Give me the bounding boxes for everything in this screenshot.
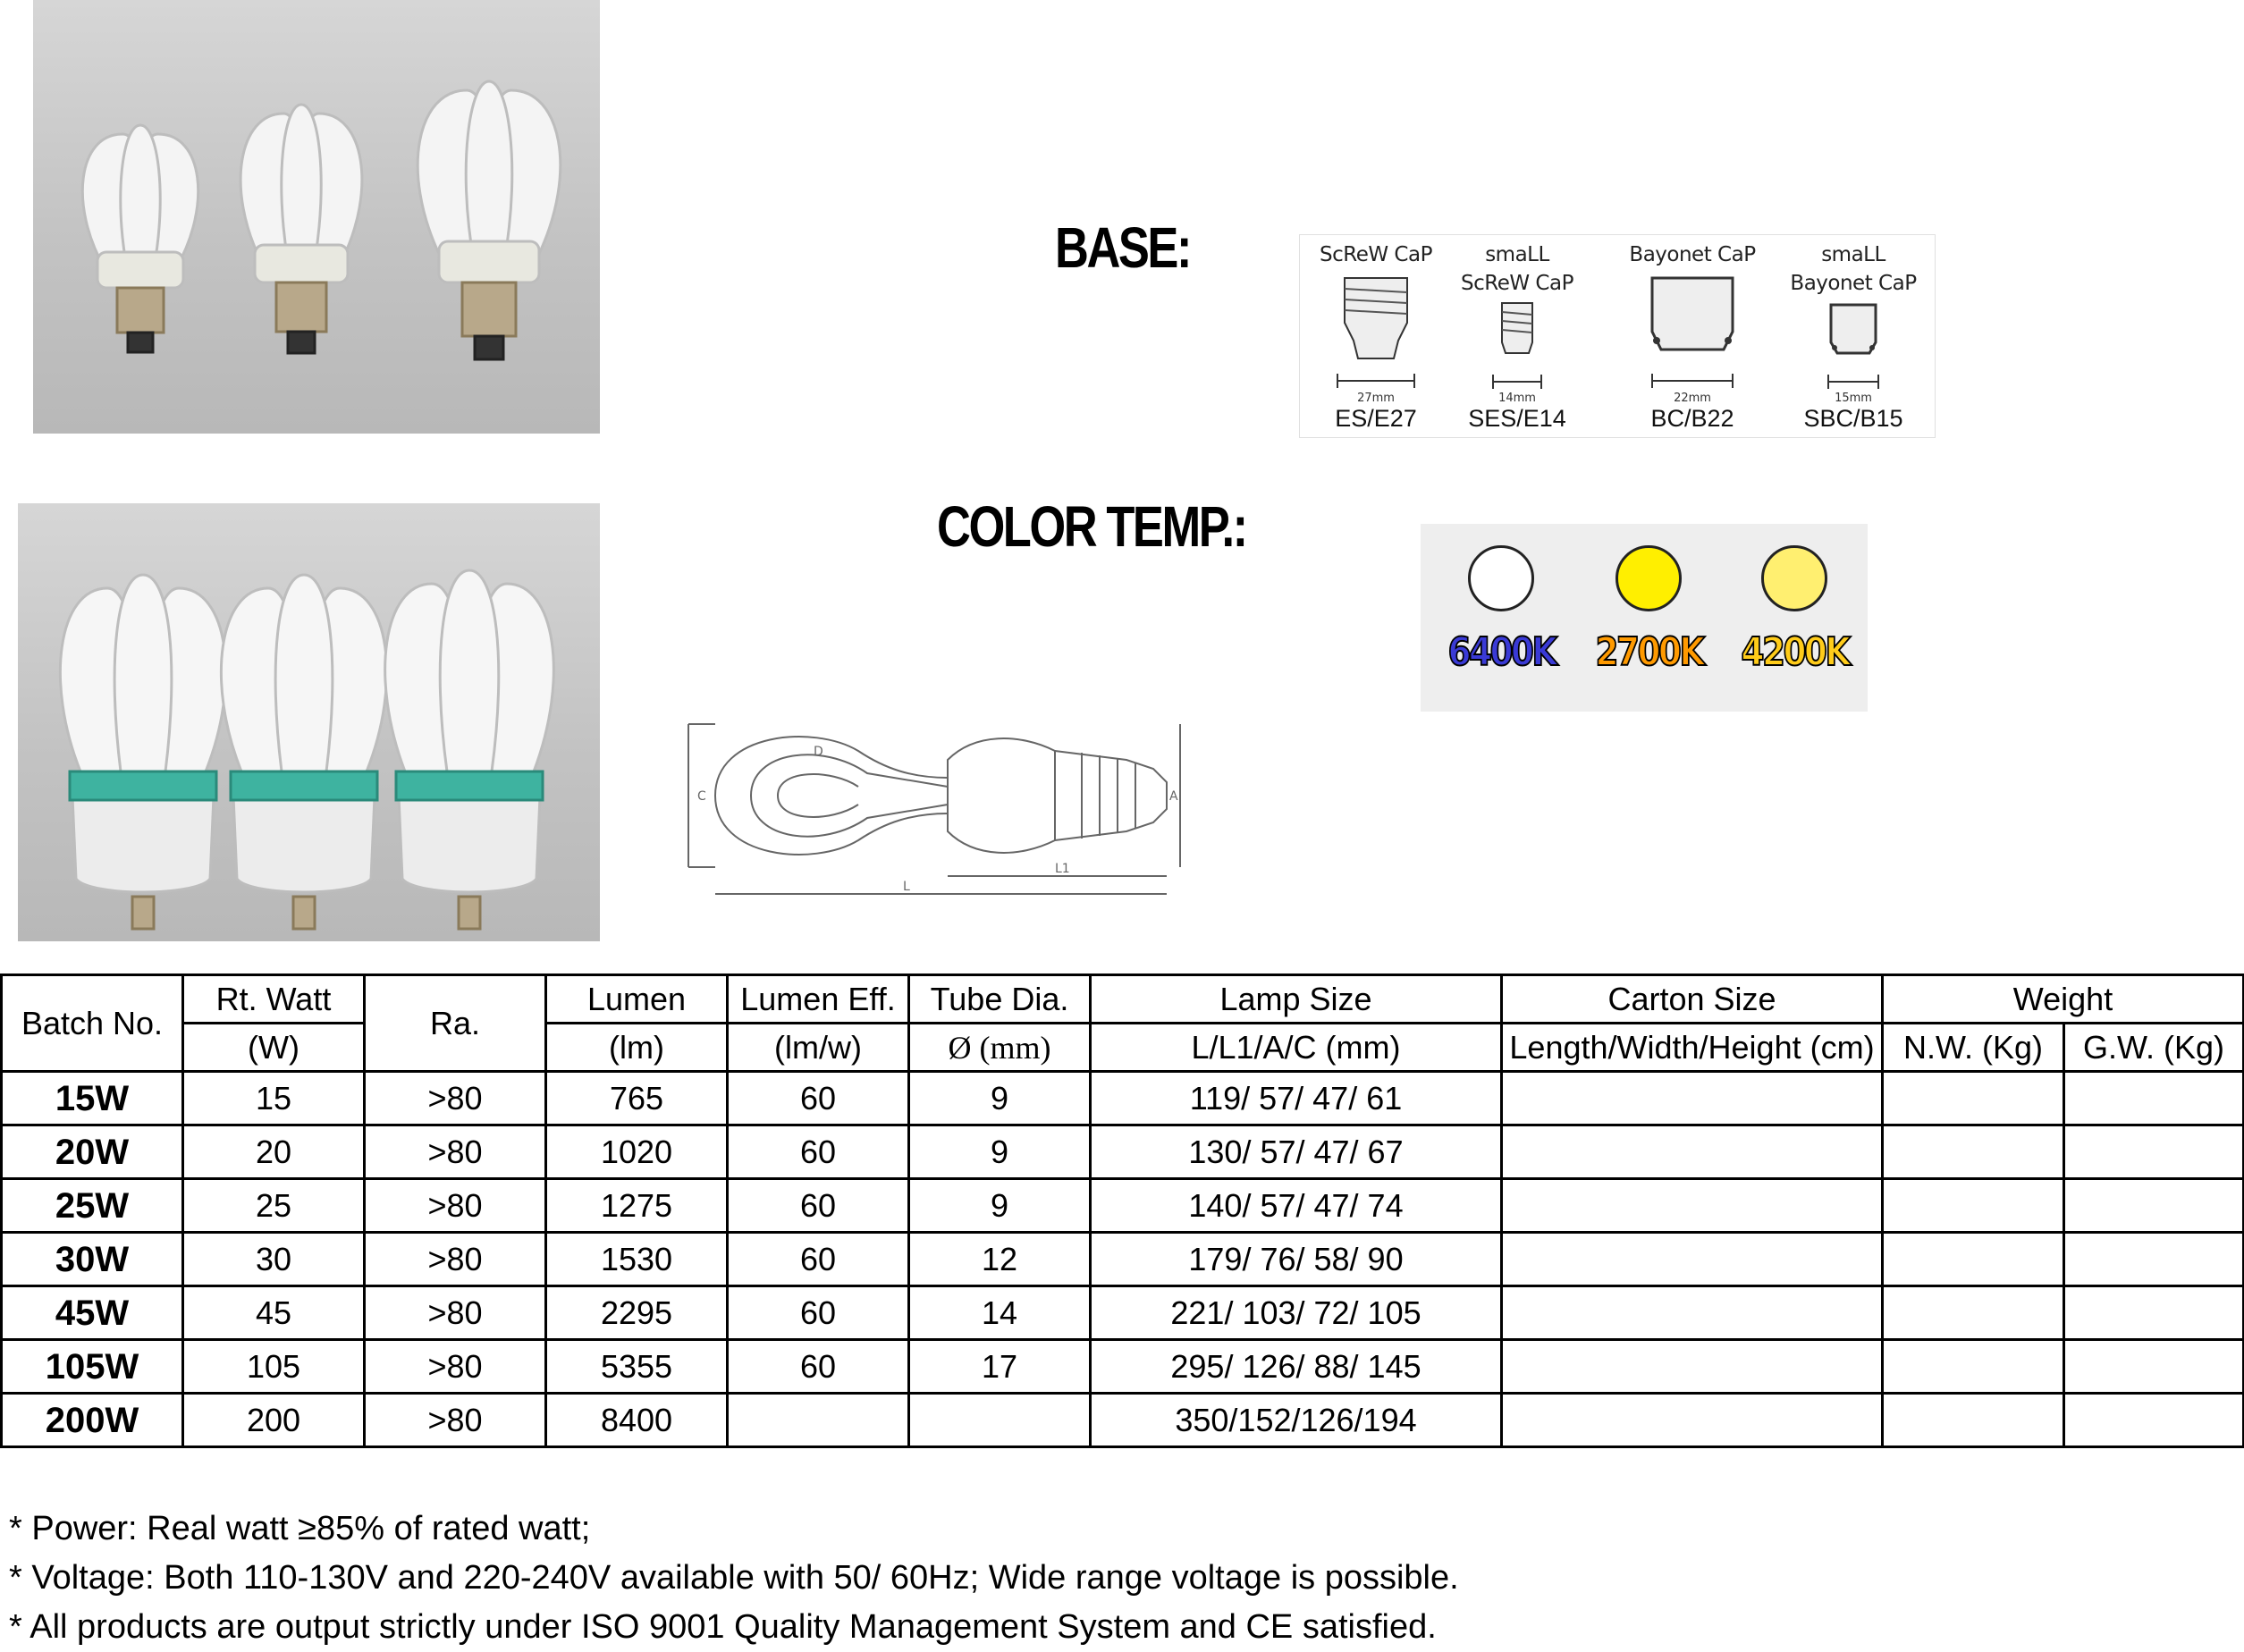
cell-eff: 60: [728, 1286, 909, 1340]
table-row: [2, 1340, 2244, 1394]
cell-batch: 25W: [2, 1179, 183, 1233]
cap-label-2: Bayonet CaP: [1790, 272, 1917, 295]
cell-carton: [1502, 1179, 1883, 1233]
cell-ra: >80: [365, 1125, 546, 1179]
cell-gw: [2064, 1340, 2244, 1394]
cell-ra: >80: [365, 1233, 546, 1286]
cell-lumen: 2295: [546, 1286, 728, 1340]
header-lumen-eff: Lumen Eff.: [728, 975, 909, 1024]
cell-lumen: 8400: [546, 1394, 728, 1447]
header-rt-watt: Rt. Watt: [183, 975, 365, 1024]
cap-sbc-b15: [1777, 240, 1929, 403]
cap-dimension: 27mm: [1357, 392, 1395, 403]
cap-label-2: ScReW CaP: [1461, 272, 1573, 295]
cell-nw: [1883, 1233, 2064, 1286]
cell-eff: 60: [728, 1179, 909, 1233]
cell-nw: [1883, 1394, 2064, 1447]
header-tube-dia: Tube Dia.: [909, 975, 1091, 1024]
cell-watt: 15: [183, 1072, 365, 1125]
cell-watt: 30: [183, 1233, 365, 1286]
cell-ra: >80: [365, 1394, 546, 1447]
header-lumen: Lumen: [546, 975, 728, 1024]
cell-eff: 60: [728, 1125, 909, 1179]
cell-lumen: 1275: [546, 1179, 728, 1233]
cap-dimension: 14mm: [1498, 392, 1536, 403]
cell-batch: 30W: [2, 1233, 183, 1286]
table-row: [2, 1125, 2244, 1179]
cell-batch: 20W: [2, 1125, 183, 1179]
cell-carton: [1502, 1072, 1883, 1125]
cell-carton: [1502, 1286, 1883, 1340]
cap-ses-e14: [1441, 240, 1593, 403]
cell-watt: 200: [183, 1394, 365, 1447]
color-swatch: [1468, 545, 1534, 611]
color-temp-2700k: [1586, 545, 1711, 675]
header-batch-no: Batch No.: [2, 975, 183, 1072]
cell-nw: [1883, 1072, 2064, 1125]
large-lotus-bulb-illustration: [18, 503, 600, 941]
cap-code: ES/E27: [1335, 405, 1417, 432]
cell-nw: [1883, 1179, 2064, 1233]
svg-text:D: D: [814, 745, 823, 759]
cell-gw: [2064, 1286, 2244, 1340]
cell-nw: [1883, 1125, 2064, 1179]
subheader-lumen-eff-unit: (lm/w): [728, 1024, 909, 1072]
svg-text:L1: L1: [1055, 862, 1070, 876]
cell-carton: [1502, 1125, 1883, 1179]
cell-ra: >80: [365, 1072, 546, 1125]
cell-batch: 45W: [2, 1286, 183, 1340]
screw-cap-icon: [1327, 269, 1425, 403]
svg-text:A: A: [1169, 789, 1178, 804]
cell-nw: [1883, 1340, 2064, 1394]
table-row: [2, 1233, 2244, 1286]
cell-size: 295/ 126/ 88/ 145: [1091, 1340, 1502, 1394]
table-row: [2, 1286, 2244, 1340]
table-row: [2, 1072, 2244, 1125]
color-temp-6400k: [1438, 545, 1564, 675]
color-swatch: [1761, 545, 1827, 611]
cell-lumen: 1020: [546, 1125, 728, 1179]
cell-ra: >80: [365, 1340, 546, 1394]
cell-eff: 60: [728, 1340, 909, 1394]
cell-carton: [1502, 1233, 1883, 1286]
cell-watt: 20: [183, 1125, 365, 1179]
color-temp-label: 2700K: [1595, 629, 1703, 675]
cell-eff: 60: [728, 1233, 909, 1286]
cap-es-e27: [1300, 240, 1452, 403]
cell-size: 119/ 57/ 47/ 61: [1091, 1072, 1502, 1125]
cap-code: SBC/B15: [1803, 405, 1903, 432]
note-power: * Power: Real watt ≥85% of rated watt;: [9, 1510, 591, 1547]
color-temp-heading: COLOR TEMP.:: [937, 494, 1246, 559]
header-ra: Ra.: [365, 975, 546, 1072]
cap-label: ScReW CaP: [1320, 243, 1432, 266]
color-temp-panel: [1421, 524, 1868, 712]
product-photo-small-lotus-bulbs: [33, 0, 600, 434]
header-lamp-size: Lamp Size: [1091, 975, 1502, 1024]
color-temp-label: 4200K: [1741, 629, 1849, 675]
cell-tube: 9: [909, 1125, 1091, 1179]
cell-tube: 12: [909, 1233, 1091, 1286]
cell-gw: [2064, 1125, 2244, 1179]
subheader-net-weight: N.W. (Kg): [1883, 1024, 2064, 1072]
color-swatch: [1616, 545, 1682, 611]
cell-gw: [2064, 1233, 2244, 1286]
footnotes: [9, 1504, 1459, 1652]
subheader-tube-dia-unit: Ø (mm): [909, 1024, 1091, 1072]
cell-tube: 9: [909, 1179, 1091, 1233]
lamp-dimension-drawing: [679, 697, 1189, 907]
subheader-lumen-unit: (lm): [546, 1024, 728, 1072]
small-bayonet-cap-icon: [1809, 298, 1898, 403]
cell-eff: [728, 1394, 909, 1447]
cap-dimension: 15mm: [1835, 392, 1872, 403]
cell-ra: >80: [365, 1179, 546, 1233]
svg-text:C: C: [697, 789, 706, 804]
cell-carton: [1502, 1394, 1883, 1447]
cell-lumen: 1530: [546, 1233, 728, 1286]
subheader-rt-watt-unit: (W): [183, 1024, 365, 1072]
note-voltage: * Voltage: Both 110-130V and 220-240V available with 50/ 60Hz; Wide range voltage is possible.: [9, 1559, 1459, 1597]
cell-size: 350/152/126/194: [1091, 1394, 1502, 1447]
bayonet-cap-icon: [1639, 269, 1746, 403]
cell-tube: 9: [909, 1072, 1091, 1125]
lotus-bulb-illustration: [33, 0, 600, 434]
cell-gw: [2064, 1179, 2244, 1233]
subheader-carton-size-unit: Length/Width/Height (cm): [1502, 1024, 1883, 1072]
cell-gw: [2064, 1394, 2244, 1447]
cell-ra: >80: [365, 1286, 546, 1340]
cell-size: 130/ 57/ 47/ 67: [1091, 1125, 1502, 1179]
base-caps-panel: [1299, 234, 1936, 438]
cap-label: smaLL: [1485, 243, 1549, 266]
note-iso: * All products are output strictly under ISO 9001 Quality Management System and CE satisfied.: [9, 1608, 1437, 1646]
cell-lumen: 5355: [546, 1340, 728, 1394]
svg-text:L: L: [903, 880, 910, 894]
cell-tube: 14: [909, 1286, 1091, 1340]
cell-watt: 45: [183, 1286, 365, 1340]
cell-lumen: 765: [546, 1072, 728, 1125]
cap-bc-b22: [1616, 240, 1768, 403]
cell-size: 179/ 76/ 58/ 90: [1091, 1233, 1502, 1286]
table-subheader-row: [2, 1024, 2244, 1072]
cell-tube: [909, 1394, 1091, 1447]
cell-eff: 60: [728, 1072, 909, 1125]
table-header-row: [2, 975, 2244, 1024]
cap-label: smaLL: [1821, 243, 1885, 266]
cell-batch: 200W: [2, 1394, 183, 1447]
cell-nw: [1883, 1286, 2064, 1340]
cap-dimension: 22mm: [1674, 392, 1711, 403]
small-screw-cap-icon: [1477, 298, 1557, 403]
color-temp-4200k: [1732, 545, 1857, 675]
cap-code: BC/B22: [1650, 405, 1734, 432]
cell-watt: 25: [183, 1179, 365, 1233]
table-row: [2, 1179, 2244, 1233]
cell-gw: [2064, 1072, 2244, 1125]
header-weight: Weight: [1883, 975, 2244, 1024]
color-temp-label: 6400K: [1447, 629, 1556, 675]
cell-watt: 105: [183, 1340, 365, 1394]
specification-table: [0, 974, 2244, 1448]
subheader-lamp-size-unit: L/L1/A/C (mm): [1091, 1024, 1502, 1072]
cell-carton: [1502, 1340, 1883, 1394]
cell-batch: 105W: [2, 1340, 183, 1394]
cap-code: SES/E14: [1468, 405, 1566, 432]
table-row: [2, 1394, 2244, 1447]
product-photo-large-lotus-bulbs: [18, 503, 600, 941]
header-carton-size: Carton Size: [1502, 975, 1883, 1024]
cell-tube: 17: [909, 1340, 1091, 1394]
cell-batch: 15W: [2, 1072, 183, 1125]
cell-size: 140/ 57/ 47/ 74: [1091, 1179, 1502, 1233]
base-heading: BASE:: [1055, 215, 1190, 280]
cell-size: 221/ 103/ 72/ 105: [1091, 1286, 1502, 1340]
subheader-gross-weight: G.W. (Kg): [2064, 1024, 2244, 1072]
cap-label: Bayonet CaP: [1629, 243, 1756, 266]
